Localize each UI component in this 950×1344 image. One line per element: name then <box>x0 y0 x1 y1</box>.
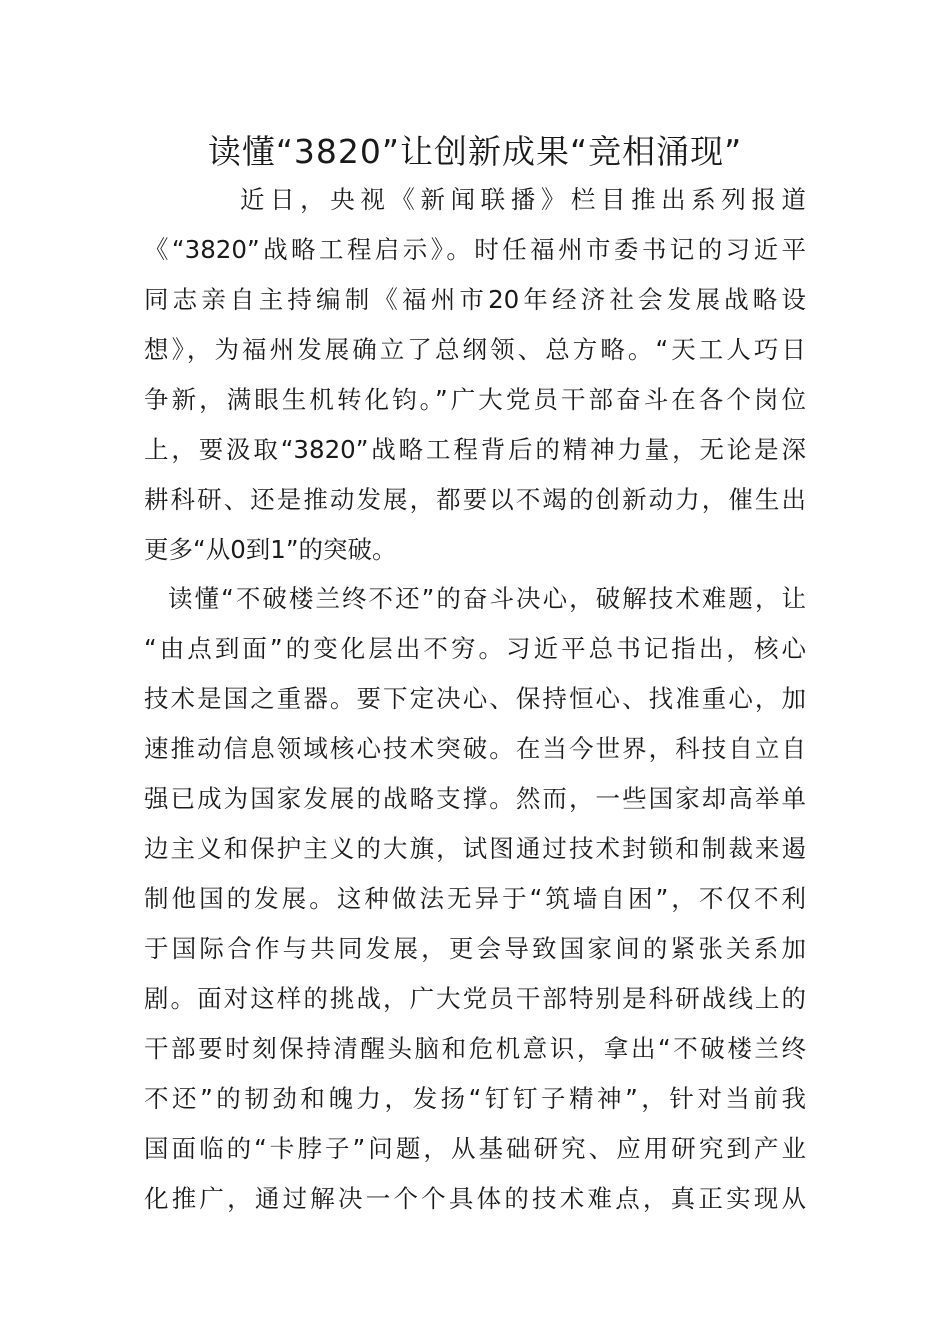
paragraph-2-line-12: 国面临的“卡脖子”问题，从基础研究、应用研究到产业 <box>144 1134 806 1163</box>
paragraph-2-line-11: 不还”的韧劲和魄力，发扬“钉钉子精神”，针对当前我 <box>144 1084 806 1113</box>
paragraph-2-line-2: “由点到面”的变化层出不穷。习近平总书记指出，核心 <box>144 634 806 663</box>
document-title: 读懂“3820”让创新成果“竞相涌现” <box>207 132 743 171</box>
paragraph-1-line-6: 上，要汲取“3820”战略工程背后的精神力量，无论是深 <box>144 435 806 464</box>
paragraph-2-line-6: 边主义和保护主义的大旗，试图通过技术封锁和制裁来遏 <box>144 834 806 863</box>
paragraph-2-line-8: 于国际合作与共同发展，更会导致国家间的紧张关系加 <box>144 934 806 963</box>
paragraph-1-line-4: 想》，为福州发展确立了总纲领、总方略。“天工人巧日 <box>144 335 806 364</box>
paragraph-1-line-5: 争新，满眼生机转化钧。”广大党员干部奋斗在各个岗位 <box>144 385 806 414</box>
paragraph-2-line-4: 速推动信息领域核心技术突破。在当今世界，科技自立自 <box>144 734 806 763</box>
paragraph-2-line-13: 化推广，通过解决一个个具体的技术难点，真正实现从 <box>144 1184 806 1213</box>
paragraph-2-line-9: 剧。面对这样的挑战，广大党员干部特别是科研战线上的 <box>144 984 806 1013</box>
paragraph-1-line-8: 更多“从0到1”的突破。 <box>144 535 397 564</box>
paragraph-1-line-1: 近日，央视《新闻联播》栏目推出系列报道 <box>240 185 806 214</box>
paragraph-1-line-2: 《“3820”战略工程启示》。时任福州市委书记的习近平 <box>144 235 806 264</box>
paragraph-2-line-7: 制他国的发展。这种做法无异于“筑墙自困”，不仅不利 <box>144 884 806 913</box>
paragraph-2-line-5: 强已成为国家发展的战略支撑。然而，一些国家却高举单 <box>144 784 806 813</box>
paragraph-1-line-3: 同志亲自主持编制《福州市20年经济社会发展战略设 <box>144 285 806 314</box>
paragraph-2-line-1: 读懂“不破楼兰终不还”的奋斗决心，破解技术难题，让 <box>168 584 806 613</box>
paragraph-2-line-10: 干部要时刻保持清醒头脑和危机意识，拿出“不破楼兰终 <box>144 1034 806 1063</box>
paragraph-2-line-3: 技术是国之重器。要下定决心、保持恒心、找准重心，加 <box>144 684 806 713</box>
paragraph-1-line-7: 耕科研、还是推动发展，都要以不竭的创新动力，催生出 <box>144 485 806 514</box>
